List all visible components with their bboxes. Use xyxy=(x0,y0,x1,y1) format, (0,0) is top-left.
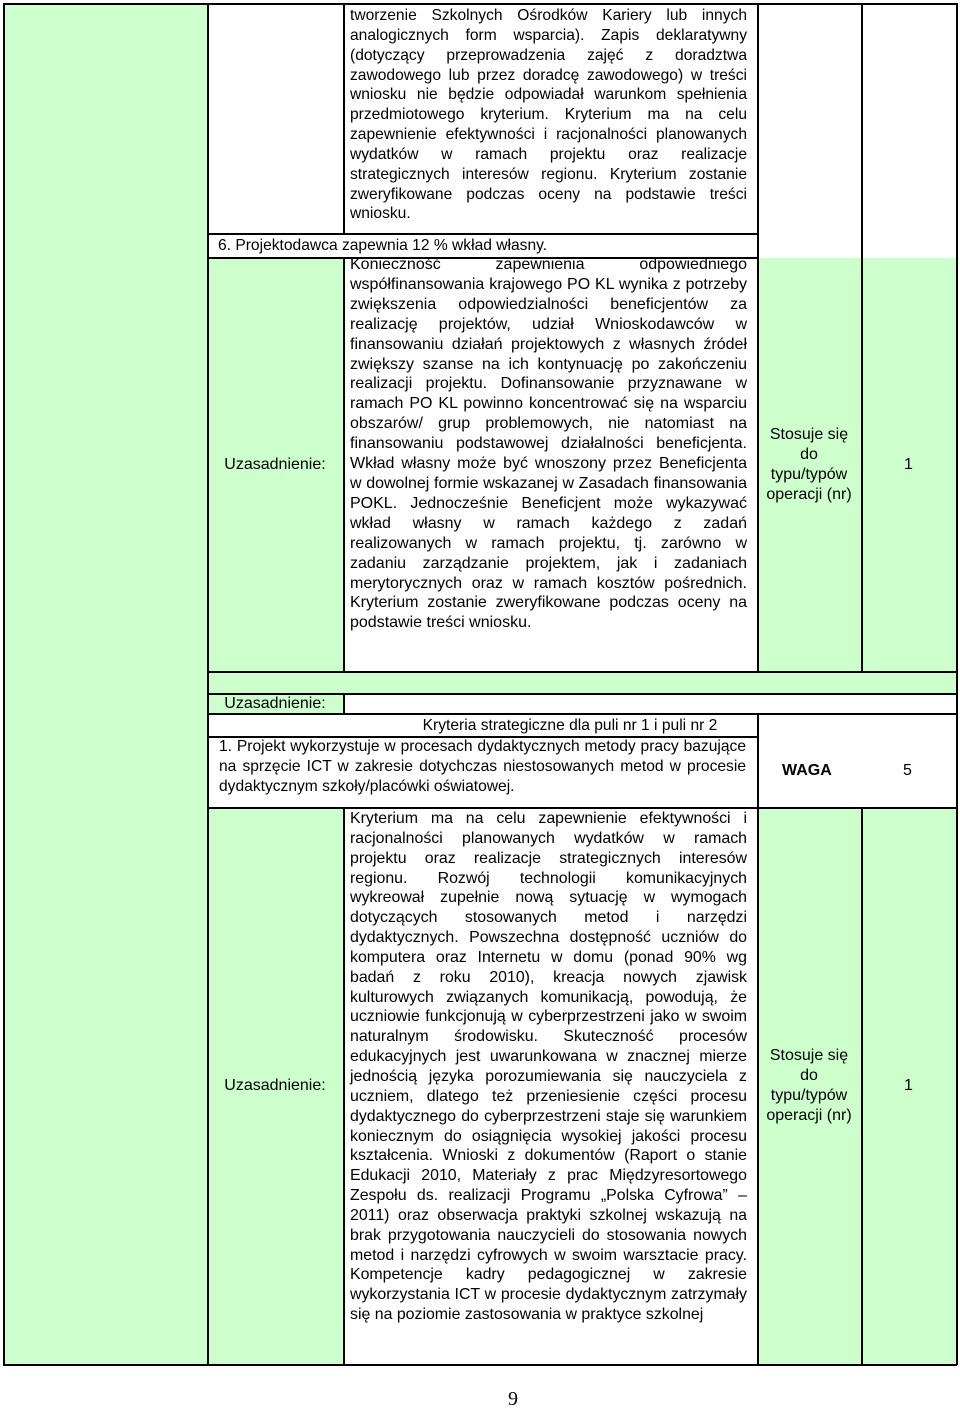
weight-label: WAGA xyxy=(782,762,832,779)
strategic-label: Uzasadnienie: xyxy=(224,1077,326,1094)
empty-row-label: Uzasadnienie: xyxy=(224,695,326,712)
criterion-5-text: tworzenie Szkolnych Ośrodków Kariery lub innych analogicznych form wsparcia). Zapis deklaratywny (dotyczący przeprowadzenia zajęć z doradztwa zawodowego lub przez doradcę zawodowego) w treści wniosku nie będzie odpowiadał warunkom spełnienia przedmiotowego kryterium. Kryterium ma na celu zapewnienie efektywności i racjonalności planowanych wydatków w ramach projektu oraz realizacje strategicznych interesów regionu. Kryterium zostanie zweryfikowane podczas oceny na podstawie treści wniosku. xyxy=(350,7,747,223)
strategic-applies: Stosuje się do typu/typów operacji (nr) xyxy=(766,1047,852,1124)
criterion-6-title: 6. Projektodawca zapewnia 12 % wkład własny. xyxy=(218,237,548,254)
criterion-6-value: 1 xyxy=(904,456,913,473)
left-column-background xyxy=(4,4,207,1364)
criterion-6-label: Uzasadnienie: xyxy=(224,456,326,473)
strategic-applies-cell xyxy=(757,808,861,1364)
strategic-label-cell xyxy=(207,808,343,1364)
strategic-heading: Kryteria strategiczne dla puli nr 1 i puli nr 2 xyxy=(422,717,718,734)
strategic-justification: Kryterium ma na celu zapewnienie efektywności i racjonalności planowanych wydatków w ramach projektu oraz realizacje strategicznych interesów regionu. Rozwój technologii komunikacyjnych wykreował zupełnie nową sytuację w wymogach dotyczących stosowanych metod i narzędzi dydaktycznych. Powszechna dostępność uczniów do komputera oraz Internetu w domu (ponad 90% wg badań z roku 2010), kreacja nowych zjawisk kulturowych związanych komunikacją, powodują, że uczniowie funkcjonują w cyberprzestrzeni jako w swoim naturalnym środowisku. Skuteczność procesów edukacyjnych jest uwarunkowana w znacznej mierze jednością języka porozumiewania się nauczyciela z uczniem, dlatego też przeniesienie części procesu dydaktycznego do cyberprzestrzeni staje się warunkiem koniecznym do osiągnięcia wysokiej jakości procesu kształcenia. Wnioski z dokumentów (Raport o stanie Edukacji 2010, Materiały z prac Międzyresortowego Zespołu ds. realizacji Programu „Polska Cyfrowa” – 2011) oraz obserwacja praktyki szkolnej wskazują na brak przygotowania nauczycieli do stosowania nowych metod i narzędzi cyfrowych w swoim warsztacie pracy. Kompetencje kadry pedagogicznej w zakresie wykorzystania ICT w procesie dydaktycznym zatrzymały się na poziomie zastosowania w praktyce szkolnej xyxy=(350,810,747,1324)
strategic-value: 1 xyxy=(904,1077,913,1094)
criterion-6-justification: Konieczność zapewnienia odpowiedniego współfinansowania krajowego PO KL wynika z potrzeby zwiększenia odpowiedzialności beneficjentów za realizację projektów, udział Wnioskodawców w finansowaniu działań projektowych z własnych źródeł zwiększy szanse na ich kontynuację po zakończeniu realizacji projektu. Dofinansowanie przyznawane w ramach PO KL powinno koncentrować się na wsparciu obszarów/ grup problemowych, nie natomiast na finansowaniu podstawowej działalności beneficjenta. Wkład własny może być wnoszony przez Beneficjenta w dowolnej formie wskazanej w Zasadach finansowania POKL. Jednocześnie Beneficjent może wykazywać wkład własny w ramach każdego z zadań realizowanych w ramach projektu, tj. zarówno w zadaniu zarządzanie projektem, jak i zadaniach merytorycznych oraz w ramach kosztów pośrednich. Kryterium zostanie zweryfikowane podczas oceny na podstawie treści wniosku. xyxy=(350,256,747,632)
criterion-6-value-cell xyxy=(861,258,956,672)
weight-value: 5 xyxy=(903,762,912,779)
empty-row-label-cell xyxy=(207,694,343,714)
page-number: 9 xyxy=(508,1388,518,1410)
criterion-6-applies-cell xyxy=(757,258,861,672)
criterion-6-label-cell xyxy=(207,258,343,672)
empty-green-row xyxy=(207,672,956,694)
strategic-criterion-1-title: 1. Projekt wykorzystuje w procesach dydaktycznych metody pracy bazujące na sprzęcie ICT w zakresie dotychczas niestosowanych metod w procesie dydaktycznym szkoły/placówki oświatowej. xyxy=(219,738,746,795)
strategic-value-cell xyxy=(861,808,956,1364)
criterion-6-applies: Stosuje się do typu/typów operacji (nr) xyxy=(766,426,852,503)
